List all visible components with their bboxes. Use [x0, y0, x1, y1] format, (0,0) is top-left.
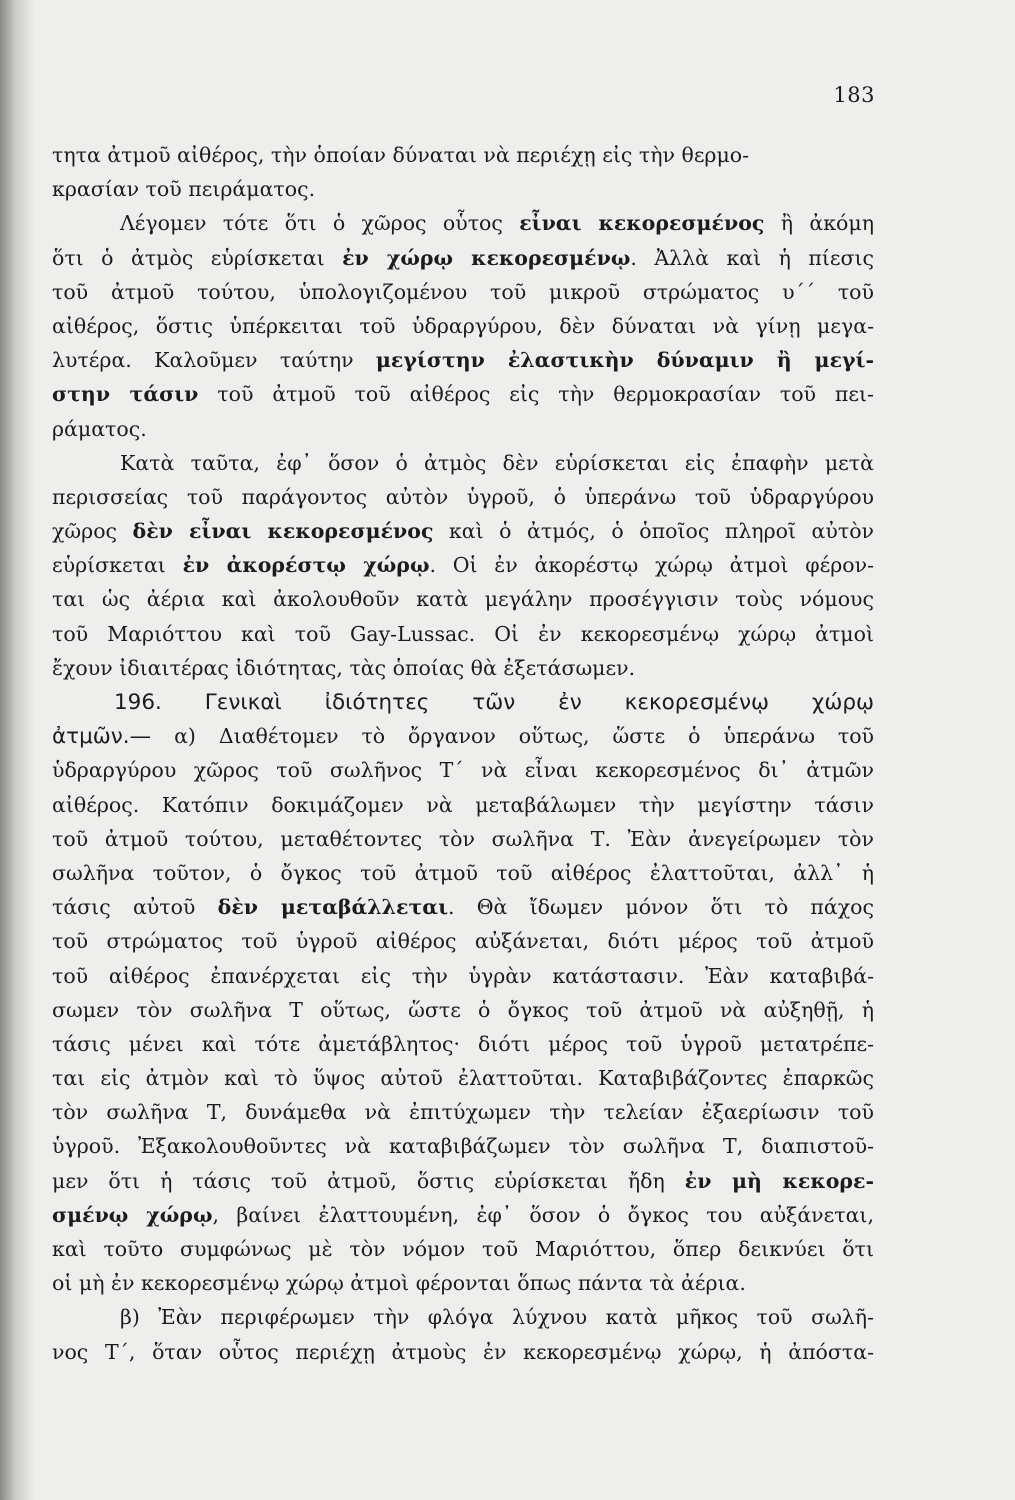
text-run: εὑρίσκεται — [52, 553, 183, 578]
text-run: τοῦ ἀτμοῦ τούτου, ὑπολογιζομένου τοῦ μικροῦ στρώματος υ΄΄ τοῦ — [52, 279, 874, 304]
text-run: , βαίνει ἐλαττουμένη, ἐφ᾽ ὅσον ὁ ὄγκος του αὐξάνεται, — [212, 1202, 874, 1227]
text-line — [52, 377, 874, 411]
text-run: ὑδραργύρου χῶρος τοῦ σωλῆνος Τ΄ νὰ εἶναι κεκορεσμένος δι᾽ ἀτμῶν — [52, 758, 874, 783]
text-line — [52, 753, 874, 787]
text-run: . Θὰ ἴδωμεν μόνον ὅτι τὸ πάχος — [447, 895, 874, 920]
text-run: ράματος. — [52, 416, 147, 441]
text-run: νος Τ΄, ὅταν οὗτος περιέχῃ ἀτμοὺς ἐν κεκορεσμένῳ χώρῳ, ἡ ἀπόστα- — [52, 1339, 874, 1364]
text-line — [52, 1027, 874, 1061]
text-run: σωλῆνα τοῦτον, ὁ ὄγκος τοῦ ἀτμοῦ τοῦ αἰθέρος ἐλαττοῦται, ἀλλ᾽ ἡ — [52, 860, 874, 885]
text-run: . Ἀλλὰ καὶ ἡ πίεσις — [630, 245, 874, 270]
text-line — [52, 309, 874, 343]
text-run: καὶ ὁ ἀτμός, ὁ ὁποῖος πληροῖ αὐτὸν — [433, 519, 874, 544]
section-heading-run: ἀτμῶν.— — [52, 724, 152, 750]
text-run: ται ὡς ἀέρια καὶ ἀκολουθοῦν κατὰ μεγάλην προσέγγισιν τοὺς νόμους — [52, 587, 874, 612]
text-run: Λέγομεν τότε ὅτι ὁ χῶρος οὗτος — [120, 211, 520, 236]
text-line — [52, 343, 874, 377]
text-line — [52, 1129, 874, 1163]
text-line — [52, 582, 874, 616]
text-run: οἱ μὴ ἐν κεκορεσμένῳ χώρῳ ἀτμοὶ φέρονται ὅπως πάντα τὰ ἀέρια. — [52, 1271, 746, 1296]
section-heading-run: 196. Γενικαὶ ἰδιότητες τῶν ἐν κεκορεσμένῳ χώρῳ — [114, 690, 874, 715]
text-line — [52, 480, 874, 514]
text-run: ἔχουν ἰδιαιτέρας ἰδιότητας, τὰς ὁποίας θὰ ἐξετάσωμεν. — [52, 655, 636, 680]
text-run: περισσείας τοῦ παράγοντος αὐτὸν ὑγροῦ, ὁ ὑπεράνω τοῦ ὑδραργύρου — [52, 484, 874, 509]
text-run: τοῦ αἰθέρος ἐπανέρχεται εἰς τὴν ὑγρὰν κατάστασιν. Ἐὰν καταβιβά- — [52, 963, 874, 988]
text-run: ται εἰς ἀτμὸν καὶ τὸ ὕψος αὐτοῦ ἐλαττοῦται. Καταβιβάζοντες ἐπαρκῶς — [52, 1066, 874, 1091]
text-run: τητα ἀτμοῦ αἰθέρος, τὴν ὁποίαν δύναται νὰ περιέχῃ εἰς τὴν θερμο- — [52, 143, 750, 167]
emphasis-run: ἐν ἀκορέστῳ χώρῳ — [182, 553, 430, 578]
text-line — [52, 241, 874, 275]
text-line — [52, 822, 874, 856]
text-run: β) Ἐὰν περιφέρωμεν τὴν φλόγα λύχνου κατὰ μῆκος τοῦ σωλῆ- — [120, 1305, 874, 1330]
text-run: Κατὰ ταῦτα, ἐφ᾽ ὅσον ὁ ἀτμὸς δὲν εὑρίσκεται εἰς ἐπαφὴν μετὰ — [120, 450, 874, 475]
text-run: λυτέρα. Καλοῦμεν ταύτην — [52, 348, 376, 373]
text-line — [52, 1232, 874, 1266]
text-run: τοῦ στρώματος τοῦ ὑγροῦ αἰθέρος αὐξάνεται, διότι μέρος τοῦ ἀτμοῦ — [52, 929, 874, 954]
text-run: τοῦ ἀτμοῦ τοῦ αἰθέρος εἰς τὴν θερμοκρασίαν τοῦ πει- — [198, 382, 874, 407]
text-line — [52, 514, 874, 548]
text-run: τάσις αὐτοῦ — [52, 895, 218, 920]
text-line — [52, 138, 874, 172]
text-line — [52, 856, 874, 890]
text-line — [52, 412, 874, 446]
text-run: κρασίαν τοῦ πειράματος. — [52, 177, 316, 202]
emphasis-run: σμένῳ χώρῳ — [52, 1202, 213, 1227]
text-line — [52, 959, 874, 993]
text-line — [52, 548, 874, 582]
text-line — [52, 890, 874, 924]
text-run: αἰθέρος, ὅστις ὑπέρκειται τοῦ ὑδραργύρου, δὲν δύναται νὰ γίνῃ μεγα- — [52, 313, 874, 338]
text-run: τὸν σωλῆνα Τ, δυνάμεθα νὰ ἐπιτύχωμεν τὴν τελείαν ἐξαερίωσιν τοῦ — [52, 1100, 874, 1125]
text-line — [52, 617, 874, 651]
text-line — [52, 446, 874, 480]
text-run: αἰθέρος. Κατόπιν δοκιμάζομεν νὰ μεταβάλωμεν τὴν μεγίστην τάσιν — [52, 792, 874, 817]
text-line — [52, 1164, 874, 1198]
text-run: α) Διαθέτομεν τὸ ὄργανον οὕτως, ὥστε ὁ ὑπεράνω τοῦ — [151, 724, 874, 749]
text-line — [52, 1061, 874, 1095]
text-run: τοῦ Μαριόττου καὶ τοῦ Gay-Lussac. Οἱ ἐν κεκορεσμένῳ χώρῳ ἀτμοὶ — [52, 621, 874, 646]
text-line — [52, 1300, 874, 1334]
text-run: σωμεν τὸν σωλῆνα Τ οὕτως, ὥστε ὁ ὄγκος τοῦ ἀτμοῦ νὰ αὐξηθῇ, ἡ — [52, 997, 874, 1022]
emphasis-run: ἐν χώρῳ κεκορεσμένῳ — [342, 245, 631, 270]
text-line — [52, 1266, 874, 1300]
page-number: 183 — [833, 83, 875, 107]
text-line — [52, 924, 874, 958]
text-line — [52, 1198, 874, 1232]
text-run: ὑγροῦ. Ἐξακολουθοῦντες νὰ καταβιβάζωμεν τὸν σωλῆνα Τ, διαπιστοῦ- — [52, 1134, 874, 1159]
text-line — [52, 275, 874, 309]
text-run: . Οἱ ἐν ἀκορέστῳ χώρῳ ἀτμοὶ φέρον- — [429, 553, 874, 578]
text-line — [52, 685, 874, 719]
text-run: χῶρος — [52, 519, 133, 544]
emphasis-run: μεγίστην ἐλαστικὴν δύναμιν ἢ μεγί- — [375, 348, 874, 373]
text-run: μεν ὅτι ἡ τάσις τοῦ ἀτμοῦ, ὅστις εὑρίσκεται ἤδη — [52, 1168, 685, 1193]
text-run: καὶ τοῦτο συμφώνως μὲ τὸν νόμον τοῦ Μαριόττου, ὅπερ δεικνύει ὅτι — [52, 1237, 874, 1261]
text-line — [52, 1335, 874, 1369]
emphasis-run: δὲν μεταβάλλεται — [217, 895, 448, 920]
text-line — [52, 788, 874, 822]
page-binding-shadow — [0, 0, 34, 1500]
text-line — [52, 1095, 874, 1129]
emphasis-run: δὲν εἶναι κεκορεσμένος — [132, 519, 434, 544]
emphasis-run: στην τάσιν — [52, 382, 199, 407]
emphasis-run: ἐν μὴ κεκορε- — [684, 1168, 874, 1193]
text-run: τοῦ ἀτμοῦ τούτου, μεταθέτοντες τὸν σωλῆνα Τ. Ἐὰν ἀνεγείρωμεν τὸν — [52, 826, 874, 851]
text-line — [52, 651, 874, 685]
body-text — [52, 138, 874, 1369]
text-line — [52, 172, 874, 206]
emphasis-run: εἶναι κεκορεσμένος — [519, 211, 765, 236]
text-run: ἢ ἀκόμη — [764, 211, 874, 236]
text-line — [52, 719, 874, 753]
text-run: τάσις μένει καὶ τότε ἀμετάβλητος· διότι μέρος τοῦ ὑγροῦ μετατρέπε- — [52, 1031, 874, 1056]
text-line — [52, 993, 874, 1027]
text-run: ὅτι ὁ ἀτμὸς εὑρίσκεται — [52, 245, 343, 270]
text-line — [52, 206, 874, 240]
